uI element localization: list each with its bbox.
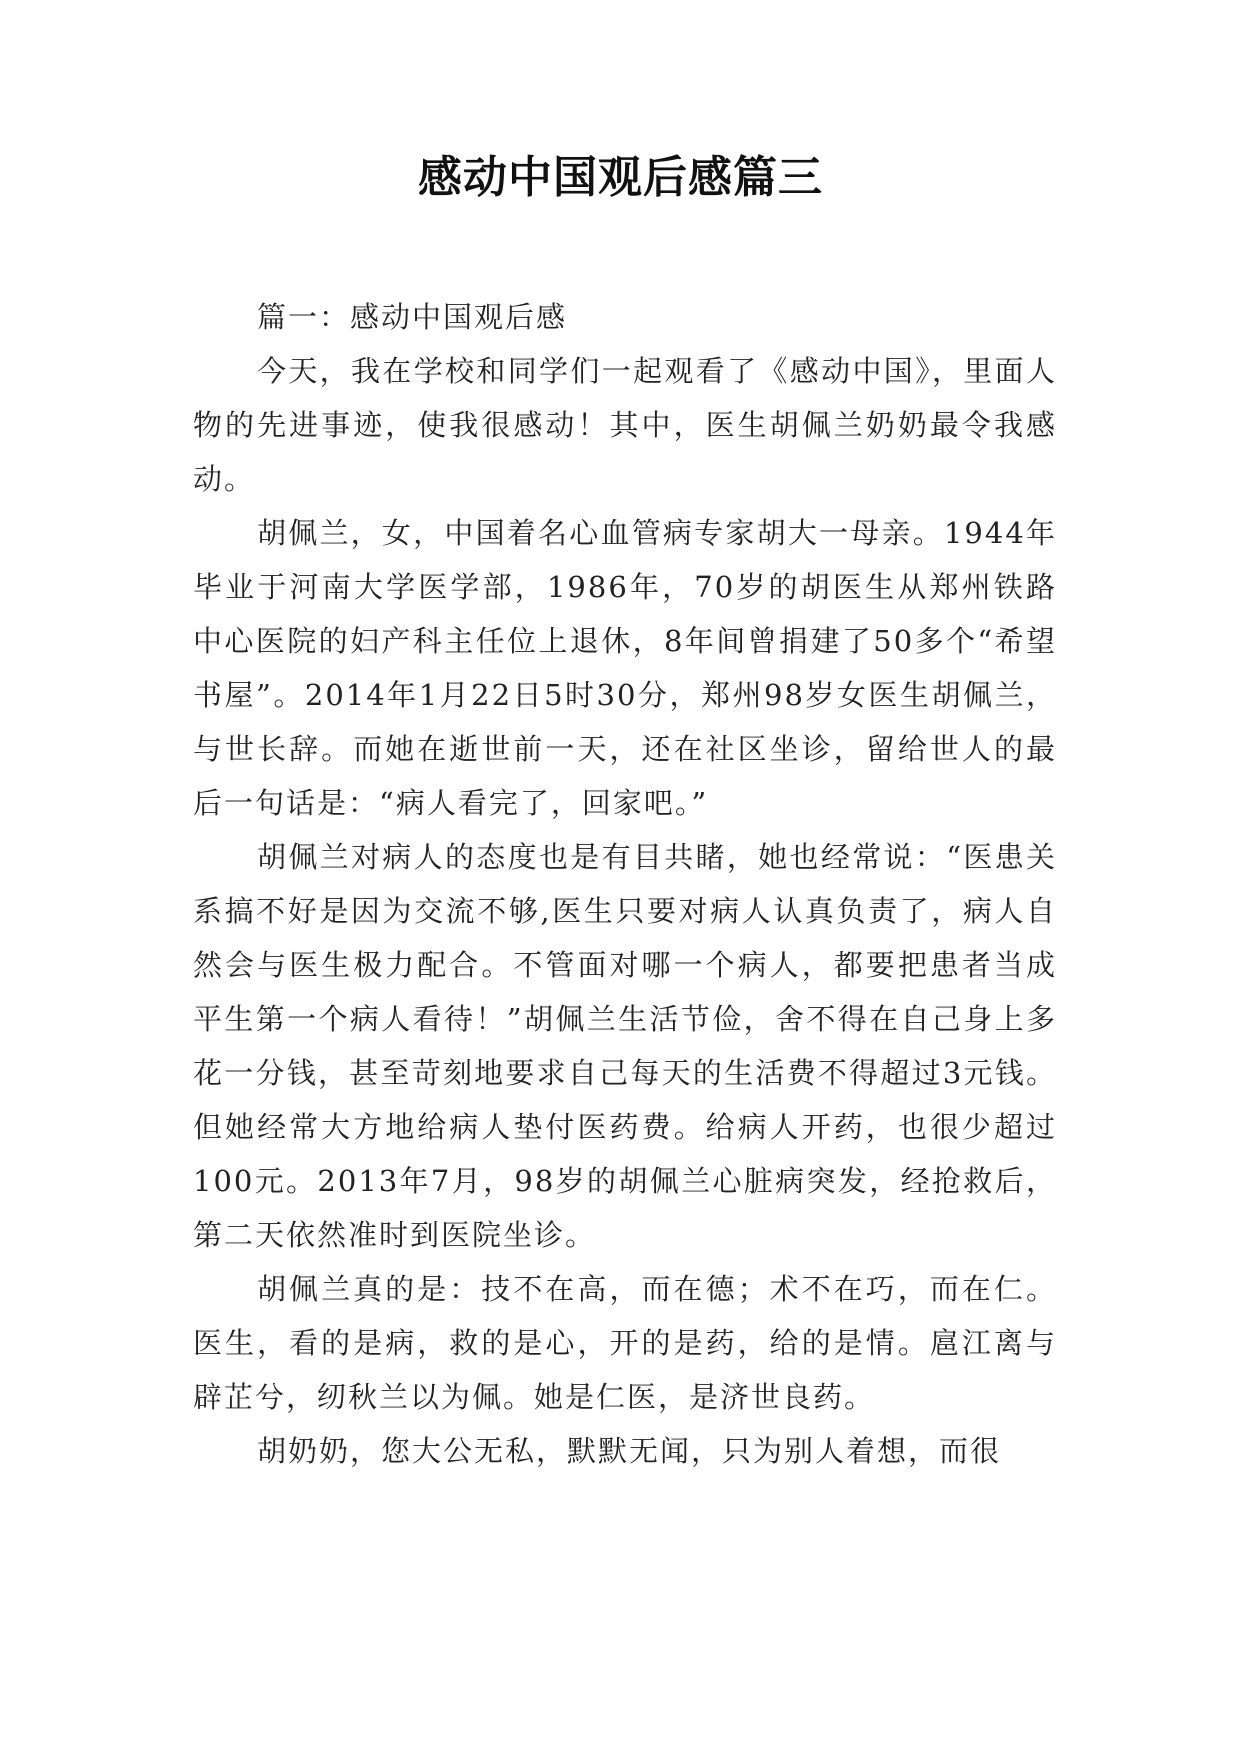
document-title: 感动中国观后感篇三 — [418, 152, 823, 203]
paragraph: 今天，我在学校和同学们一起观看了《感动中国》，里面人物的先进事迹，使我很感动！其中，医生胡佩兰奶奶最令我感动。 — [193, 354, 1057, 496]
paragraph: 胡佩兰对病人的态度也是有目共睹，她也经常说：“医患关系搞不好是因为交流不够,医生只要对病人认真负责了，病人自然会与医生极力配合。不管面对哪一个病人，都要把患者当成平生第一个病人看待！”胡佩兰生活节俭，舍不得在自己身上多花一分钱，甚至苛刻地要求自己每天的生活费不得超过3元钱。但她经常大方地给病人垫付医药费。给病人开药，也很少超过100元。2013年7月，98岁的胡佩兰心脏病突发，经抢救后，第二天依然准时到医院坐诊。 — [193, 840, 1057, 1252]
paragraph: 胡奶奶，您大公无私，默默无闻，只为别人着想，而很 — [257, 1434, 1002, 1468]
section-subheading: 篇一：感动中国观后感 — [257, 300, 568, 334]
paragraph: 胡佩兰，女，中国着名心血管病专家胡大一母亲。1944年毕业于河南大学医学部，1986年，70岁的胡医生从郑州铁路中心医院的妇产科主任位上退休，8年间曾捐建了50多个“希望书屋”。2014年1月22日5时30分，郑州98岁女医生胡佩兰，与世长辞。而她在逝世前一天，还在社区坐诊，留给世人的最后一句话是：“病人看完了，回家吧。” — [193, 516, 1057, 820]
paragraph: 胡佩兰真的是：技不在高，而在德；术不在巧，而在仁。医生，看的是病，救的是心，开的是药，给的是情。扈江离与辟芷兮，纫秋兰以为佩。她是仁医，是济世良药。 — [193, 1272, 1057, 1414]
document-body — [193, 290, 1057, 1478]
